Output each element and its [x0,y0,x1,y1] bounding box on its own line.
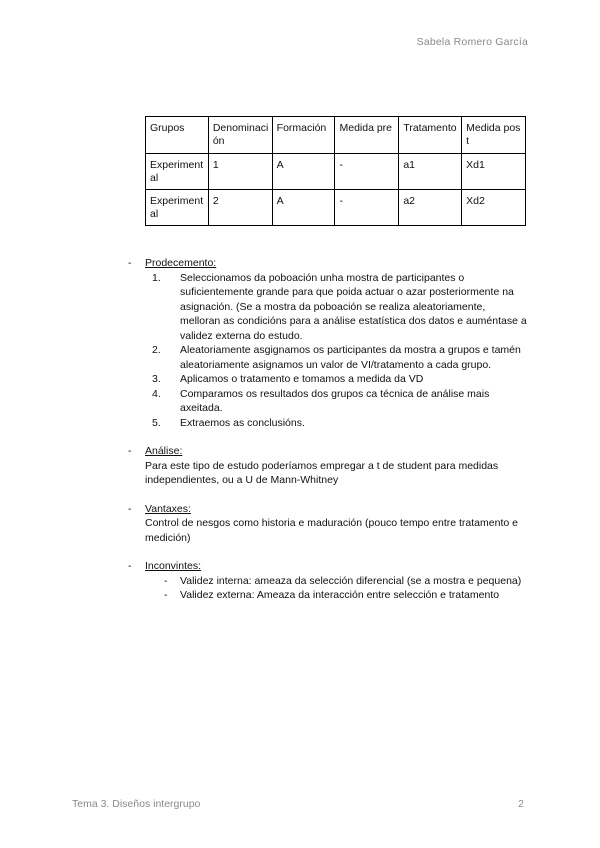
table-cell: - [335,154,399,190]
section-vantaxes [128,502,528,546]
table-header-cell: Tratamento [399,117,462,154]
table-row [146,190,526,226]
table-header-cell: Formación [272,117,335,154]
steps-list [128,271,528,431]
bullet-dash: - [128,445,132,457]
section-text: Para este tipo de estudo poderíamos empregar a t de student para medidas independientes, ou a U de Mann-Whitney [145,459,499,486]
bullet-dash: - [128,502,132,515]
table-cell: Xd2 [462,190,526,226]
table-cell: A [272,154,335,190]
sub-item-text: Validez externa: Ameaza da interacción entre selección e tratamento [180,589,500,601]
step-number: 1. [152,271,161,284]
table-header-cell: Medida pre [335,117,399,154]
list-item [128,271,528,344]
list-item [128,574,528,589]
page-number: 2 [518,798,524,810]
sub-item-text: Validez interna: ameaza da selección diferencial (se a mostra e pequena) [180,574,522,587]
table-cell: Experimental [146,190,209,226]
section-title: Inconvintes: [145,560,202,572]
sub-bullet-dash: - [164,574,168,587]
footer-title: Tema 3. Diseños intergrupo [72,798,201,810]
section-text: Control de nesgos como historia e maduración (pouco tempo entre tratamento e medición) [145,517,518,544]
table-header-cell: Medida post [462,117,526,154]
step-text: Seleccionamos da poboación unha mostra de participantes o suficientemente grande para que poida actuar o azar posteriormente na asignación. (Se a mostra da poboación se realiza aleatoriamente, melloran as condicións para a análise estatística dos datos e auméntase a validez externa do estudo. [180,271,527,342]
table-cell: Experimental [146,154,209,190]
bullet-dash: - [128,257,132,269]
bullet-dash: - [128,560,132,572]
table-cell: 2 [208,190,272,226]
table-row [146,154,526,190]
table-cell: 1 [208,154,272,190]
table-header-cell: Denominación [208,117,272,154]
design-table [145,116,526,226]
list-item [128,588,528,603]
table-cell: a2 [399,190,462,226]
section-procedemento [128,256,528,430]
table-header-cell: Grupos [146,117,209,154]
sub-list [128,574,528,603]
step-text: Comparamos os resultados dos grupos ca técnica de análise mais axeitada. [180,387,490,414]
step-number: 5. [152,416,161,429]
section-inconvintes [128,559,528,603]
step-number: 3. [152,373,161,385]
section-title: Análise: [145,445,183,457]
list-item [128,416,528,431]
list-item [128,372,528,387]
table-cell: - [335,190,399,226]
section-analise [128,444,528,488]
step-text: Aleatoriamente asgignamos os participantes da mostra a grupos e tamén aleatoriamente asignamos un valor de VI/tratamento a cada grupo. [180,344,521,371]
sub-bullet-dash: - [164,589,168,601]
table-cell: A [272,190,335,226]
step-text: Aplicamos o tratamento e tomamos a medida da VD [180,373,424,385]
step-number: 4. [152,387,161,400]
table-header-row [146,117,526,154]
section-title: Vantaxes: [145,502,191,515]
table-cell: Xd1 [462,154,526,190]
step-number: 2. [152,344,161,356]
document-body [128,256,528,617]
header-author: Sabela Romero García [416,36,528,48]
table-cell: a1 [399,154,462,190]
list-item [128,387,528,416]
step-text: Extraemos as conclusións. [180,416,305,429]
list-item [128,343,528,372]
section-title: Prodecemento: [145,257,217,269]
